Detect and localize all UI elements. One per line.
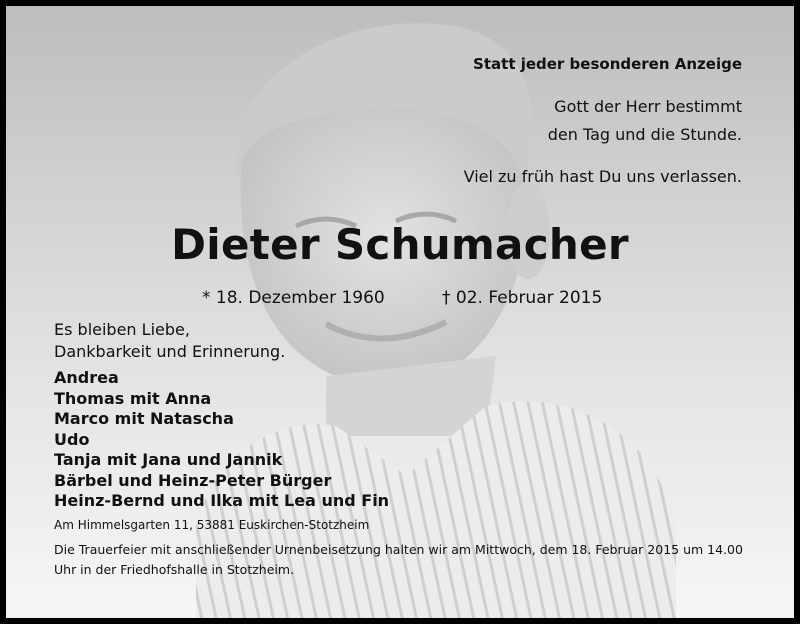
deceased-name: Dieter Schumacher [171, 220, 629, 269]
verse-line-3: Viel zu früh hast Du uns verlassen. [463, 167, 742, 186]
mourner-item: Thomas mit Anna [54, 388, 212, 408]
mourner-item: Tanja mit Jana und Jannik [54, 450, 283, 469]
death-date: † 02. Februar 2015 [442, 288, 603, 308]
mourner-item: Udo [54, 429, 90, 449]
mourner-item: Bärbel und Heinz-Peter Bürger [54, 470, 332, 490]
verse-line-1: Gott der Herr bestimmt [554, 97, 742, 116]
mourners-list [54, 368, 389, 512]
mourner-item: Heinz-Bernd und Ilka mit Lea und Fin [54, 491, 390, 510]
mourner-item: Andrea [54, 368, 119, 387]
family-address: Am Himmelsgarten 11, 53881 Euskirchen-Stotzheim [54, 518, 370, 532]
notice-line: Statt jeder besonderen Anzeige [473, 55, 742, 73]
legacy-text [54, 319, 285, 363]
legacy-line-1: Es bleiben Liebe, [54, 320, 190, 339]
birth-date: * 18. Dezember 1960 [202, 288, 385, 308]
verse-line-2: den Tag und die Stunde. [547, 125, 742, 144]
legacy-line-2: Dankbarkeit und Erinnerung. [54, 342, 286, 361]
mourner-item: Marco mit Natascha [54, 409, 234, 428]
funeral-details: Die Trauerfeier mit anschließender Urnenbeisetzung halten wir am Mittwoch, dem 18. Februar 2015 um 14.00 Uhr in der Friedhofshalle in Stotzheim. [54, 542, 743, 577]
